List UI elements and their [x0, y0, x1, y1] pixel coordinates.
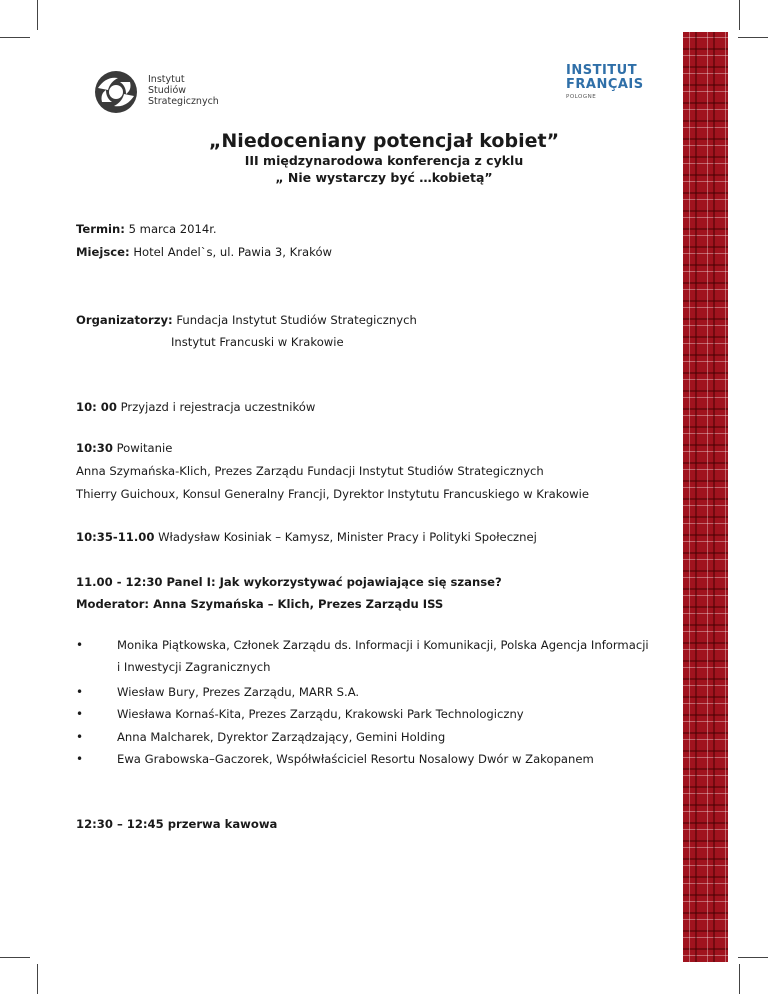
- page-subtitle: „ Nie wystarczy być …kobietą”: [275, 170, 493, 185]
- bullet-icon: •: [76, 730, 84, 744]
- panelist-item: Anna Malcharek, Dyrektor Zarządzający, Gemini Holding: [117, 730, 446, 744]
- if-logo-line: POLOGNE: [566, 94, 597, 100]
- organizatorzy-value-2: Instytut Francuski w Krakowie: [171, 335, 344, 349]
- page-title: „Niedoceniany potencjał kobiet”: [208, 130, 560, 152]
- crop-mark: [0, 957, 30, 958]
- panelist-item: Monika Piątkowska, Członek Zarządu ds. Informacji i Komunikacji, Polska Agencja Informacji: [117, 638, 649, 652]
- schedule-time: 10:35-11.00: [76, 530, 155, 544]
- panelist-item: Wiesława Kornaś-Kita, Prezes Zarządu, Krakowski Park Technologiczny: [117, 707, 524, 721]
- panel-moderator: Moderator: Anna Szymańska – Klich, Prezes Zarządu ISS: [76, 597, 444, 611]
- schedule-text: Przyjazd i rejestracja uczestników: [120, 400, 316, 414]
- panelist-item-continuation: i Inwestycji Zagranicznych: [117, 660, 271, 674]
- crop-mark: [37, 964, 38, 994]
- bullet-icon: •: [76, 638, 84, 652]
- panelist-item: Ewa Grabowska–Gaczorek, Współwłaściciel Resortu Nosalowy Dwór w Zakopanem: [117, 752, 594, 766]
- iss-name-line: Studiów: [148, 85, 187, 96]
- termin-line: [76, 222, 217, 236]
- crop-mark: [0, 37, 30, 38]
- organizatorzy-line: [76, 313, 417, 327]
- miejsce-value: Hotel Andel`s, ul. Pawia 3, Kraków: [133, 245, 333, 259]
- crop-mark: [739, 964, 740, 994]
- page-subtitle: III międzynarodowa konferencja z cyklu: [244, 153, 524, 168]
- iss-logo-icon: [88, 68, 144, 116]
- speaker-line: Anna Szymańska-Klich, Prezes Zarządu Fundacji Instytut Studiów Strategicznych: [76, 464, 544, 478]
- schedule-text: Powitanie: [116, 441, 173, 455]
- iss-logo-text: [148, 74, 219, 107]
- termin-value: 5 marca 2014r.: [128, 222, 217, 236]
- crop-mark: [37, 0, 38, 30]
- panel-title: 11.00 - 12:30 Panel I: Jak wykorzystywać pojawiające się szanse?: [76, 575, 502, 589]
- break-line: 12:30 – 12:45 przerwa kawowa: [76, 817, 278, 831]
- schedule-time: 10: 00: [76, 400, 117, 414]
- schedule-time: 10:30: [76, 441, 113, 455]
- organizatorzy-label: Organizatorzy:: [76, 313, 173, 327]
- crop-mark: [738, 957, 768, 958]
- crop-mark: [738, 37, 768, 38]
- schedule-item: [76, 400, 315, 414]
- miejsce-line: [76, 245, 332, 259]
- schedule-item: [76, 530, 537, 544]
- bullet-icon: •: [76, 707, 84, 721]
- if-logo-line: FRANÇAIS: [566, 77, 644, 92]
- bullet-icon: •: [76, 752, 84, 766]
- bullet-icon: •: [76, 685, 84, 699]
- iss-name-line: Instytut: [148, 74, 185, 85]
- crop-mark: [739, 0, 740, 30]
- institut-francais-logo: [566, 64, 646, 108]
- iss-name-line: Strategicznych: [148, 96, 219, 107]
- if-logo-line: INSTITUT: [566, 63, 638, 78]
- schedule-text: Władysław Kosiniak – Kamysz, Minister Pracy i Polityki Społecznej: [158, 530, 537, 544]
- miejsce-label: Miejsce:: [76, 245, 130, 259]
- panelist-item: Wiesław Bury, Prezes Zarządu, MARR S.A.: [117, 685, 360, 699]
- schedule-item: [76, 441, 172, 455]
- organizatorzy-value: Fundacja Instytut Studiów Strategicznych: [176, 313, 417, 327]
- termin-label: Termin:: [76, 222, 125, 236]
- speaker-line: Thierry Guichoux, Konsul Generalny Francji, Dyrektor Instytutu Francuskiego w Krakowie: [76, 487, 589, 501]
